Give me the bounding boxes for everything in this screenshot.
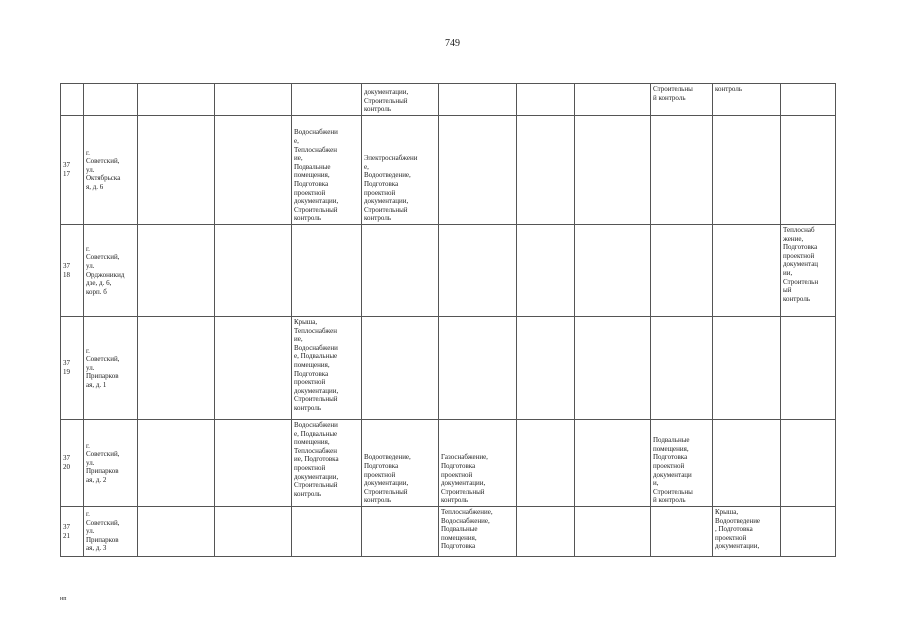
table-cell: документации, Строительный контроль: [362, 84, 439, 116]
table-cell: [439, 116, 517, 225]
table-cell: [517, 317, 575, 420]
table-cell: [439, 225, 517, 317]
table-cell: Электроснабжени е, Водоотведение, Подготовка проектной документации, Строительный контроль: [362, 116, 439, 225]
table-cell: [781, 507, 836, 557]
address-cell: г. Советский, ул. Припарков ая, д. 1: [84, 317, 138, 420]
table-cell: [215, 84, 292, 116]
row-number-cell: [61, 84, 84, 116]
table-row: [61, 116, 836, 225]
table-cell: Теплоснабжение, Водоснабжение, Подвальные помещения, Подготовка: [439, 507, 517, 557]
table-cell: [215, 225, 292, 317]
footer-mark: нп: [60, 596, 67, 602]
table-cell: Строительны й контроль: [651, 84, 713, 116]
table-cell: Теплоснаб жение, Подготовка проектной документац ии, Строительн ый контроль: [781, 225, 836, 317]
address-cell: г. Советский, ул. Припарков ая, д. 2: [84, 420, 138, 507]
table-cell: [138, 317, 215, 420]
table-cell: [713, 225, 781, 317]
table-row: [61, 225, 836, 317]
table-cell: Подвальные помещения, Подготовка проектной документаци и, Строительны й контроль: [651, 420, 713, 507]
row-number-cell: 37 18: [61, 225, 84, 317]
address-cell: г. Советский, ул. Припарков ая, д. 3: [84, 507, 138, 557]
table-cell: [362, 507, 439, 557]
table-cell: [138, 507, 215, 557]
table-cell: [138, 225, 215, 317]
table-cell: [517, 84, 575, 116]
table-cell: [713, 317, 781, 420]
table-cell: [362, 225, 439, 317]
table-cell: [215, 420, 292, 507]
table-cell: [517, 420, 575, 507]
address-cell: г. Советский, ул. Октябрьска я, д. 6: [84, 116, 138, 225]
table-row: [61, 84, 836, 116]
table-row: [61, 420, 836, 507]
table-cell: [439, 317, 517, 420]
table-cell: [575, 420, 651, 507]
table-cell: [138, 116, 215, 225]
table-cell: Водоотведение, Подготовка проектной документации, Строительный контроль: [362, 420, 439, 507]
table-cell: [292, 225, 362, 317]
row-number-cell: 37 21: [61, 507, 84, 557]
address-cell: [84, 84, 138, 116]
table-cell: Крыша, Водоотведение , Подготовка проектной документации,: [713, 507, 781, 557]
table-cell: [215, 317, 292, 420]
table-cell: [651, 507, 713, 557]
table-cell: [439, 84, 517, 116]
table-cell: [292, 507, 362, 557]
table-cell: [517, 225, 575, 317]
table-cell: [215, 507, 292, 557]
table-cell: [575, 507, 651, 557]
table-cell: контроль: [713, 84, 781, 116]
table-cell: [517, 116, 575, 225]
table-cell: [713, 420, 781, 507]
table-cell: [215, 116, 292, 225]
page-number: 749: [445, 38, 460, 49]
table-cell: Крыша, Теплоснабжен ие, Водоснабжени е, Подвальные помещения, Подготовка проектной документации, Строительный контроль: [292, 317, 362, 420]
table-cell: [651, 116, 713, 225]
table-cell: [362, 317, 439, 420]
table-cell: [781, 116, 836, 225]
address-cell: г. Советский, ул. Орджоникид дзе, д. 6, корп. б: [84, 225, 138, 317]
table-cell: [575, 116, 651, 225]
row-number-cell: 37 19: [61, 317, 84, 420]
table-cell: [713, 116, 781, 225]
works-table: [60, 83, 836, 557]
table-cell: Водоснабжени е, Подвальные помещения, Теплоснабжен ие, Подготовка проектной документации, Строительный контроль: [292, 420, 362, 507]
table-cell: [781, 317, 836, 420]
table-cell: [575, 317, 651, 420]
table-cell: [651, 317, 713, 420]
row-number-cell: 37 20: [61, 420, 84, 507]
table-row: [61, 507, 836, 557]
row-number-cell: 37 17: [61, 116, 84, 225]
table-cell: [575, 84, 651, 116]
table-cell: [781, 420, 836, 507]
table-cell: Водоснабжени е, Теплоснабжен ие, Подвальные помещения, Подготовка проектной документации, Строительный контроль: [292, 116, 362, 225]
table-cell: [781, 84, 836, 116]
table-cell: Газоснабжение, Подготовка проектной документации, Строительный контроль: [439, 420, 517, 507]
table-cell: [517, 507, 575, 557]
table-cell: [651, 225, 713, 317]
table-cell: [575, 225, 651, 317]
table-cell: [292, 84, 362, 116]
table-cell: [138, 420, 215, 507]
table-row: [61, 317, 836, 420]
table-cell: [138, 84, 215, 116]
